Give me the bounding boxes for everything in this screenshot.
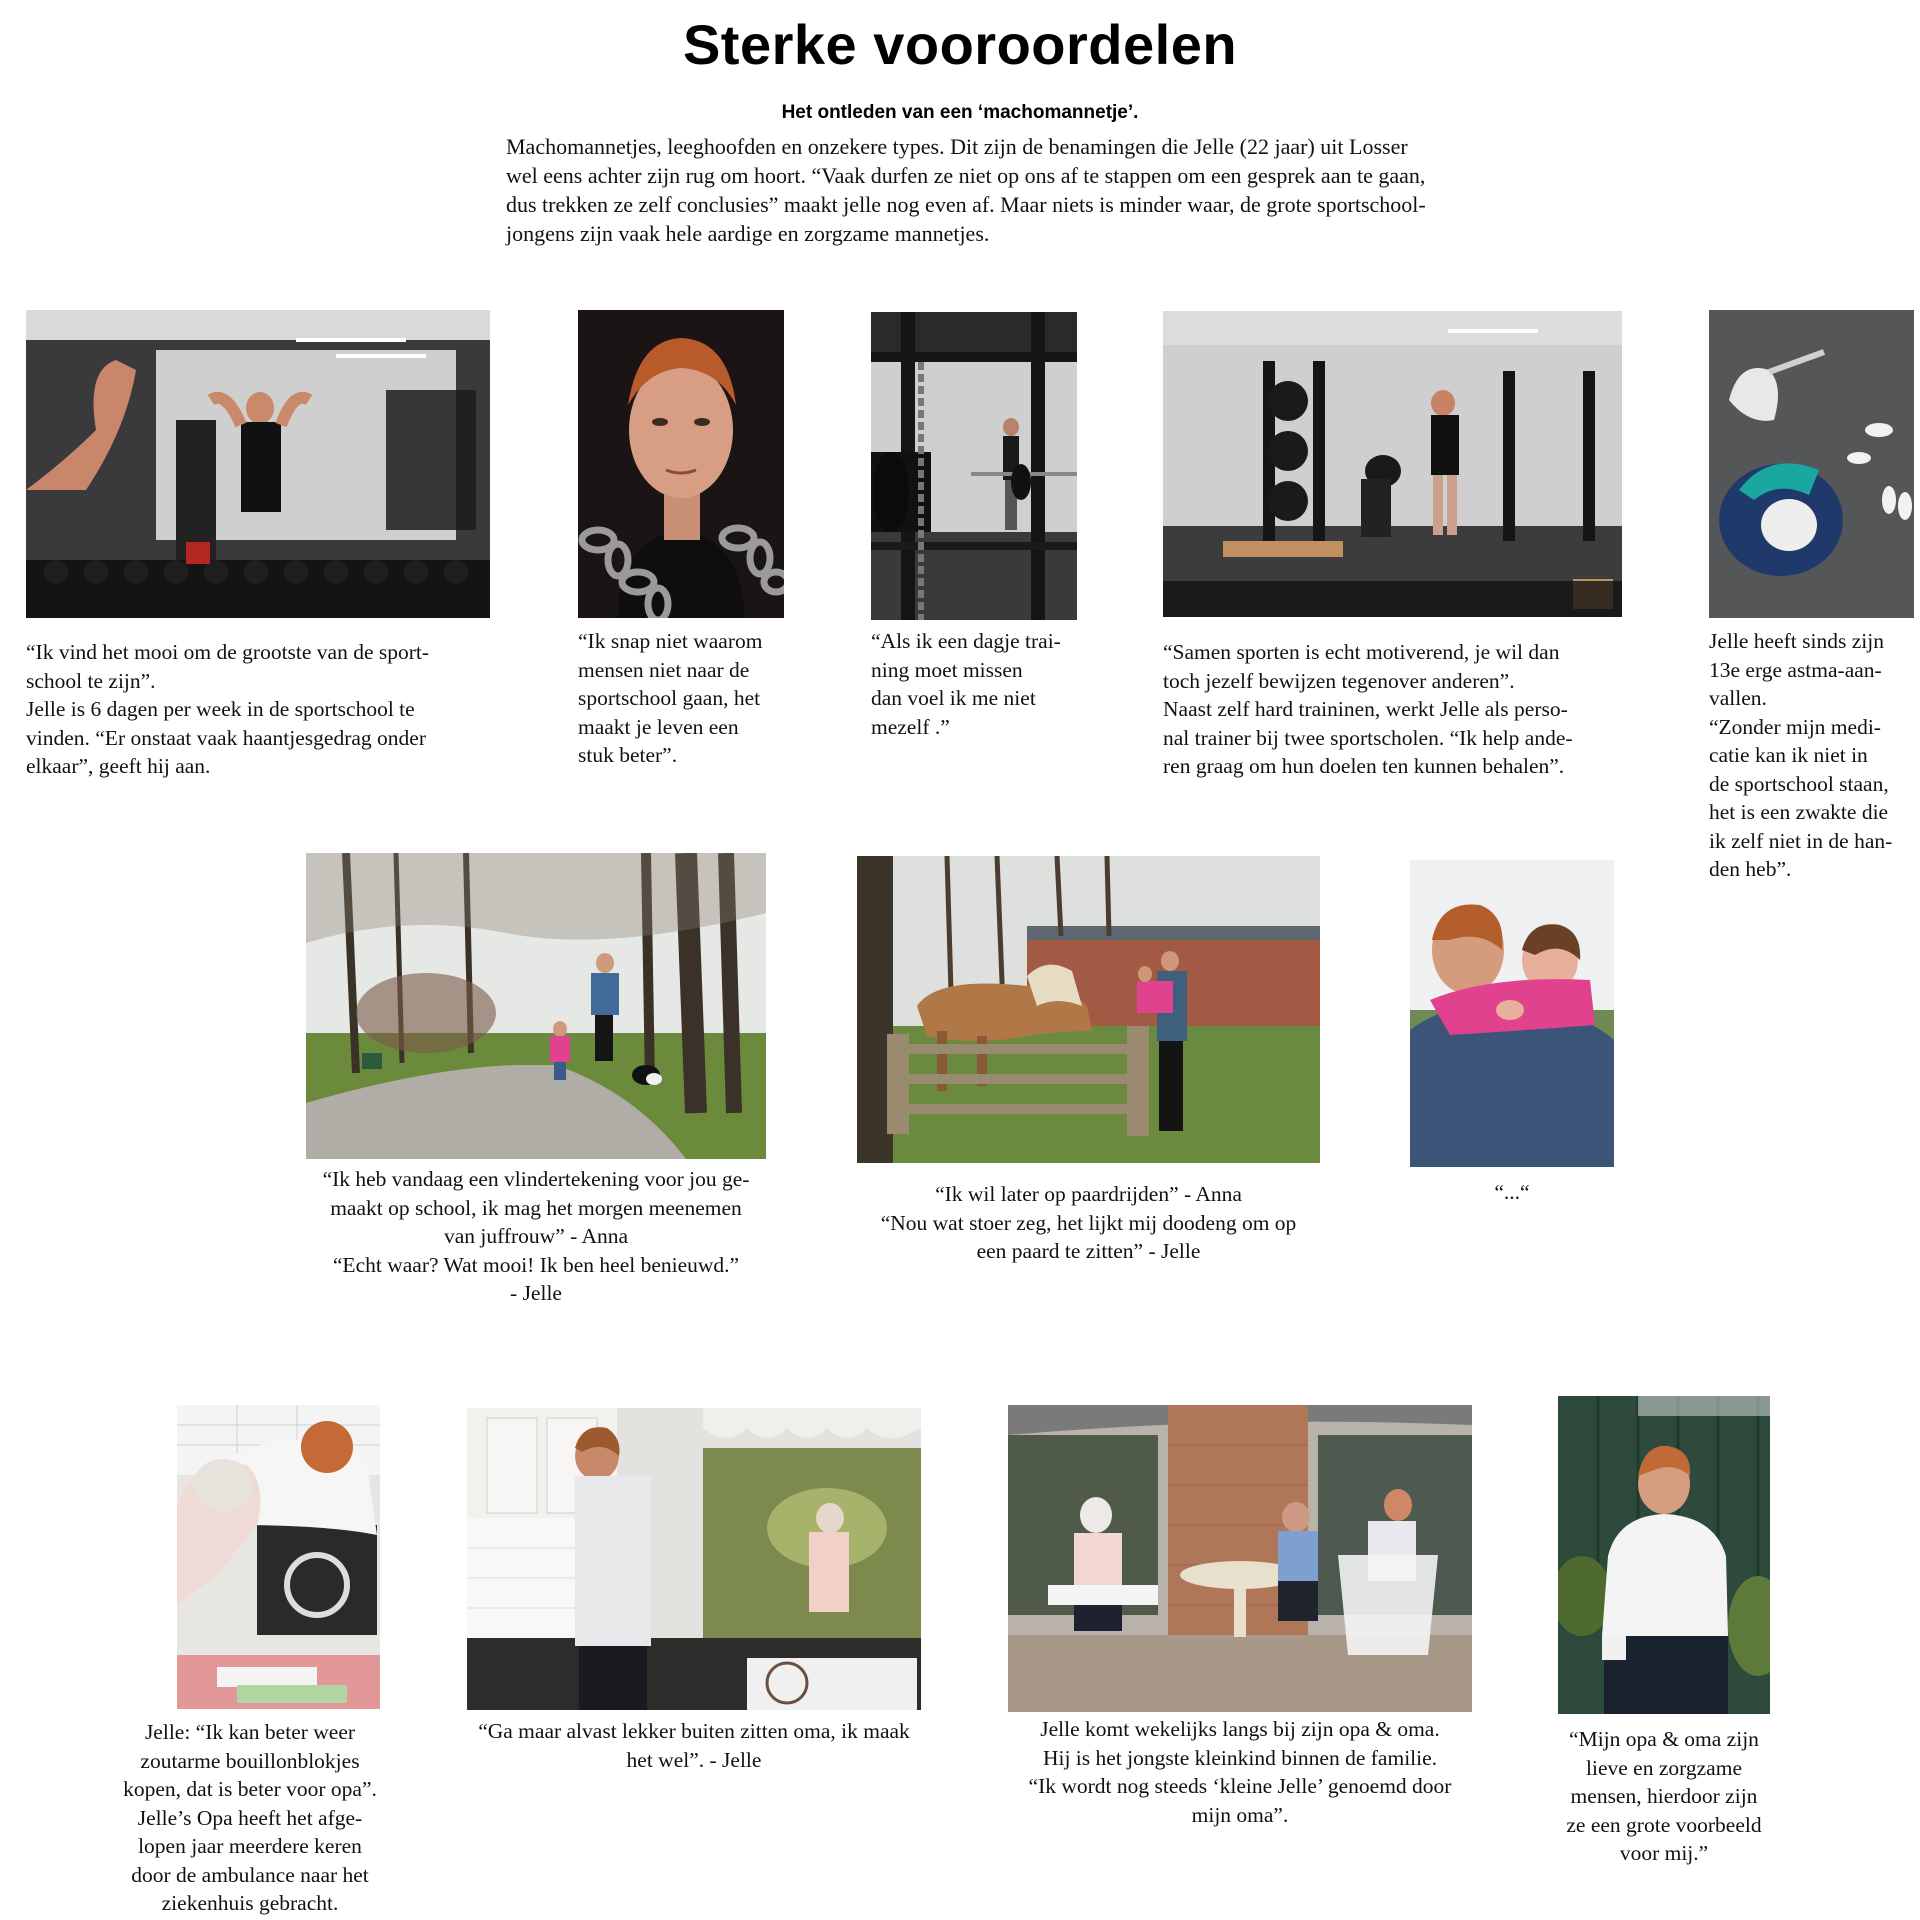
caption-hug: “...“ (1494, 1180, 1530, 1204)
photo-squat-rack (871, 312, 1077, 620)
photo-garden-portrait (1558, 1396, 1770, 1714)
caption-grocery-list: Jelle: “Ik kan beter weer zoutarme bouillonblokjes kopen, dat is beter voor opa”. Jelle’s Opa heeft het afge- lopen jaar meerdere keren door de ambulance naar het ziekenhuis gebracht. (123, 1720, 377, 1915)
caption-kitchen-cooking: “Ga maar alvast lekker buiten zitten oma, ik maak het wel”. - Jelle (478, 1719, 910, 1772)
photo-grocery-list (177, 1405, 380, 1709)
page-subtitle: Het ontleden van een ‘machomannetje’. (781, 102, 1139, 123)
photo-patio (1008, 1405, 1472, 1712)
caption-squat-rack: “Als ik een dagje trai- ning moet missen dan voel ik me niet mezelf .” (871, 629, 1061, 739)
photo-inhaler-pills (1709, 310, 1914, 618)
caption-gym-flex: “Ik vind het mooi om de grootste van de sport- school te zijn”. Jelle is 6 dagen per week in de sportschool te vinden. “Er onstaat vaak haantjesgedrag onder elkaar”, geeft hij aan. (26, 640, 430, 778)
page-title: Sterke vooroordelen (682, 13, 1238, 76)
photo-kitchen-cooking (467, 1408, 921, 1710)
caption-patio: Jelle komt wekelijks langs bij zijn opa & oma. Hij is het jongste kleinkind binnen de familie. “Ik wordt nog steeds ‘kleine Jelle’ genoemd door mijn oma”. (1028, 1717, 1452, 1827)
photo-pony-fence (857, 856, 1320, 1163)
photo-gym-flex (26, 310, 490, 618)
caption-garden-portrait: “Mijn opa & oma zijn lieve en zorgzame mensen, hierdoor zijn ze een grote voorbeeld voor mij.” (1566, 1727, 1762, 1865)
caption-walking-path: “Ik heb vandaag een vlindertekening voor jou ge- maakt op school, ik mag het morgen meenemen van juffrouw” - Anna “Echt waar? Wat mooi! Ik ben heel benieuwd.” - Jelle (322, 1167, 750, 1305)
photo-walking-path (306, 853, 766, 1159)
caption-personal-training: “Samen sporten is echt motiverend, je wil dan toch jezelf bewijzen tegenover anderen”. Naast zelf hard traininen, werkt Jelle als perso- nal trainer bij twee sportscholen. “Ik help ande- ren graag om hun doelen ten kunnen behalen”. (1163, 640, 1573, 778)
photo-portrait-chain (578, 310, 784, 618)
photo-personal-training (1163, 311, 1622, 617)
intro-paragraph: Machomannetjes, leeghoofden en onzekere types. Dit zijn de benamingen die Jelle (22 jaar) uit Losser wel eens achter zijn rug om hoort. “Vaak durfen ze niet op ons af te stappen om een gesprek aan te gaan, dus trekken ze zelf conclusies” maakt jelle nog even af. Maar niets is minder waar, de grote sportschool- jongens zijn vaak hele aardige en zorgzame mannetjes. (506, 134, 1426, 246)
caption-portrait-chain: “Ik snap niet waarom mensen niet naar de sportschool gaan, het maakt je leven een stuk beter”. (578, 629, 763, 767)
caption-pony-fence: “Ik wil later op paardrijden” - Anna “Nou wat stoer zeg, het lijkt mij doodeng om op een paard te zitten” - Jelle (880, 1182, 1297, 1263)
photo-hug (1410, 860, 1614, 1167)
caption-inhaler-pills: Jelle heeft sinds zijn 13e erge astma-aan- vallen. “Zonder mijn medi- catie kan ik niet in de sportschool staan, het is een zwakte die ik zelf niet in de han- den heb”. (1709, 629, 1893, 881)
